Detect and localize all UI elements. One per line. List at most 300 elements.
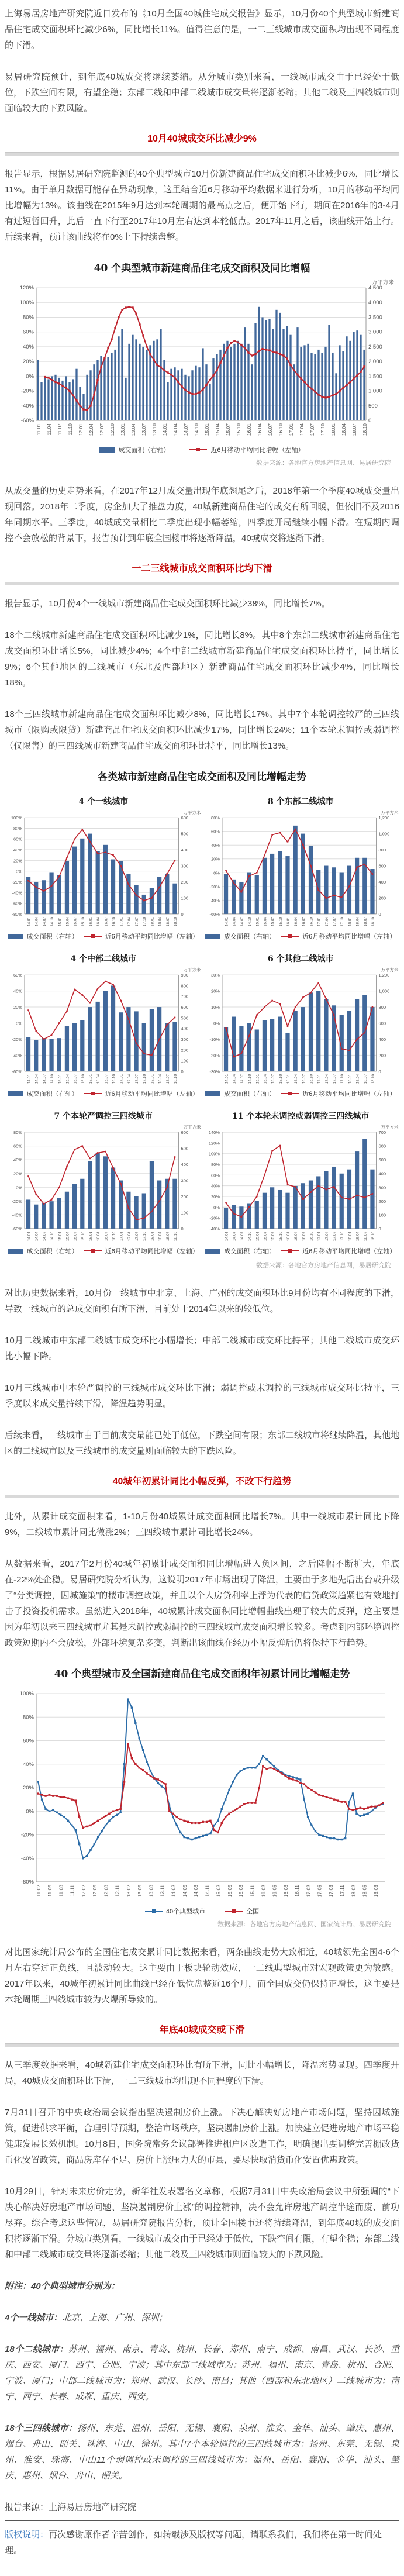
svg-text:-80%: -80% — [12, 911, 22, 917]
svg-text:17.01: 17.01 — [317, 1231, 322, 1242]
paragraph: 10月三线城市中本轮严调控的三线城市成交环比下滑；弱调控或未调控的三线城市成交环比持平，三季度以来成交量持续下滑，降温趋势明显。 — [5, 1383, 399, 1409]
svg-text:15.07: 15.07 — [271, 916, 275, 927]
svg-text:1,200: 1,200 — [378, 815, 389, 821]
svg-text:17.10: 17.10 — [340, 916, 344, 927]
svg-text:16.01: 16.01 — [88, 1074, 93, 1084]
svg-text:14.04: 14.04 — [232, 1231, 237, 1242]
appendix-label: 18个二线城市： — [5, 2344, 68, 2354]
svg-text:15.10: 15.10 — [81, 1231, 85, 1242]
svg-text:18.07: 18.07 — [165, 1231, 170, 1242]
appendix-label: 18个三四线城市： — [5, 2423, 78, 2433]
svg-text:20%: 20% — [22, 358, 34, 365]
svg-text:100%: 100% — [19, 299, 34, 306]
svg-text:800: 800 — [181, 983, 189, 989]
svg-text:15.10: 15.10 — [81, 916, 85, 927]
svg-text:18.10: 18.10 — [371, 916, 375, 927]
legend-label: 成交面积（右轴） — [224, 1091, 276, 1098]
svg-text:20%: 20% — [210, 1194, 220, 1199]
svg-text:17.04: 17.04 — [324, 1074, 329, 1084]
line-swatch-icon — [84, 936, 102, 937]
svg-text:14.07: 14.07 — [240, 1231, 244, 1242]
svg-text:14.01: 14.01 — [225, 1231, 229, 1242]
legend-label: 成交面积（右轴） — [26, 933, 78, 940]
svg-text:20%: 20% — [22, 1785, 34, 1791]
svg-text:万平方米: 万平方米 — [381, 1125, 399, 1130]
svg-text:16.10: 16.10 — [112, 1231, 116, 1242]
svg-text:17.10: 17.10 — [143, 1231, 147, 1242]
svg-text:16.07: 16.07 — [104, 1231, 109, 1242]
copyright-note — [5, 2527, 399, 2558]
svg-text:18.01: 18.01 — [150, 1231, 155, 1242]
chart-grid-title: 各类城市新建商品住宅成交面积及同比增幅走势 — [98, 771, 306, 783]
section-divider — [5, 582, 399, 585]
svg-text:400: 400 — [181, 1162, 189, 1168]
svg-text:11.10: 11.10 — [67, 423, 73, 436]
svg-text:10%: 10% — [210, 1005, 220, 1011]
appendix-text: 扬州、东莞、温州、岳阳、无锡、襄阳、泉州、淮安、金华、汕头、肇庆、惠州、烟台、舟山、韶关、珠海、中山、徐州。其中7个本轮调控的三四线城市为：扬州、东莞、无锡、泉州、淮安、珠海、中山11个弱调控或未调控的三四线城市为：温州、岳阳、襄阳、金华、汕头、肇庆、惠州、烟台、舟山、韶关。 — [5, 2423, 399, 2481]
svg-text:15.04: 15.04 — [263, 916, 267, 927]
svg-text:15.10: 15.10 — [235, 423, 241, 436]
svg-text:120%: 120% — [208, 1140, 220, 1146]
svg-text:13.11: 13.11 — [158, 1885, 165, 1897]
svg-text:16.01: 16.01 — [88, 1231, 93, 1242]
svg-text:3,500: 3,500 — [368, 314, 382, 321]
svg-text:16.07: 16.07 — [104, 1074, 109, 1084]
svg-text:16.04: 16.04 — [293, 1074, 298, 1084]
svg-text:16.08: 16.08 — [282, 1885, 289, 1898]
report-source: 报告来源：上海易居房地产研究院 — [5, 2502, 137, 2512]
svg-text:-20%: -20% — [209, 1053, 220, 1058]
legend-item — [205, 1246, 275, 1256]
svg-text:0: 0 — [378, 1068, 381, 1074]
svg-text:-60%: -60% — [20, 418, 34, 424]
svg-text:0: 0 — [181, 911, 184, 917]
svg-text:15.04: 15.04 — [214, 423, 220, 436]
svg-text:18.01: 18.01 — [347, 1074, 352, 1084]
line-swatch-icon — [84, 1093, 102, 1094]
svg-text:18.10: 18.10 — [371, 1231, 375, 1242]
svg-text:60%: 60% — [13, 973, 22, 978]
legend-item — [281, 1089, 396, 1098]
copyright-label: 版权说明： — [5, 2530, 49, 2540]
copyright-text: 再次感谢原作者辛苦创作，如转载涉及版权等问题，请联系我们，我们将在第一时间处理。 — [5, 2530, 382, 2556]
svg-text:17.01: 17.01 — [317, 1074, 322, 1084]
legend-item — [281, 1246, 396, 1256]
svg-text:14.01: 14.01 — [27, 1074, 32, 1084]
svg-text:15.01: 15.01 — [203, 423, 210, 436]
svg-text:60%: 60% — [22, 1737, 34, 1744]
svg-text:11.05: 11.05 — [46, 1885, 53, 1897]
svg-text:100%: 100% — [19, 1691, 34, 1697]
legend-label: 近6月移动平均同比增幅（左轴） — [105, 1248, 199, 1255]
legend-item — [84, 932, 199, 941]
svg-text:17.01: 17.01 — [119, 1074, 124, 1084]
svg-text:18.02: 18.02 — [350, 1885, 356, 1898]
svg-text:18.04: 18.04 — [340, 423, 347, 436]
svg-text:1,200: 1,200 — [378, 973, 389, 978]
svg-text:12.08: 12.08 — [102, 1885, 109, 1898]
svg-text:-30%: -30% — [209, 1068, 220, 1074]
svg-text:40%: 40% — [22, 343, 34, 350]
svg-text:16.04: 16.04 — [293, 1231, 298, 1242]
svg-text:14.08: 14.08 — [192, 1885, 199, 1898]
svg-text:16.01: 16.01 — [286, 1231, 291, 1242]
svg-text:万平方米: 万平方米 — [371, 280, 394, 286]
svg-text:18.10: 18.10 — [371, 1074, 375, 1084]
svg-text:15.01: 15.01 — [58, 1074, 63, 1084]
svg-text:20%: 20% — [13, 1171, 22, 1177]
svg-text:16.01: 16.01 — [88, 916, 93, 927]
svg-text:16.05: 16.05 — [271, 1885, 278, 1898]
svg-text:-40%: -40% — [12, 890, 22, 896]
svg-text:13.01: 13.01 — [119, 423, 126, 436]
svg-text:200: 200 — [181, 1047, 189, 1053]
chart-other-tier2-cities — [202, 965, 400, 1091]
chart-svg — [5, 1123, 202, 1249]
svg-text:900: 900 — [181, 973, 189, 978]
chart-central-tier2-cities — [5, 965, 202, 1091]
svg-text:600: 600 — [181, 815, 189, 821]
line-swatch-icon — [84, 1250, 102, 1251]
svg-text:17.01: 17.01 — [317, 916, 322, 927]
svg-text:14.07: 14.07 — [42, 916, 47, 927]
svg-text:11.04: 11.04 — [46, 423, 52, 436]
svg-text:4,500: 4,500 — [368, 285, 382, 291]
svg-text:0%: 0% — [25, 1808, 34, 1815]
svg-text:万平方米: 万平方米 — [183, 967, 201, 973]
legend-label: 成交面积（右轴） — [224, 1248, 276, 1255]
section-divider — [5, 152, 399, 156]
svg-text:17.08: 17.08 — [327, 1885, 334, 1898]
svg-text:18.01: 18.01 — [150, 916, 155, 927]
svg-text:14.07: 14.07 — [240, 916, 244, 927]
svg-text:0%: 0% — [16, 1020, 22, 1026]
svg-text:18.04: 18.04 — [158, 1074, 163, 1084]
appendix-text: 苏州、福州、南京、青岛、杭州、长春、郑州、南宁、成都、南昌、武汉、长沙、重庆、西安、厦门、西宁、合肥、宁波；其中东部二线城市为：苏州、福州、南京、青岛、杭州、合肥、宁波、厦门；中部二线城市为：郑州、武汉、长沙、南昌；其他（西部和东北地区）二线城市为：南宁、西宁、长春、成都、重庆、西安。 — [5, 2344, 400, 2402]
svg-text:-20%: -20% — [12, 1036, 22, 1042]
svg-text:-60%: -60% — [12, 1068, 22, 1074]
paragraph: 10月二线城市中东部二线城市成交环比小幅增长；中部二线城市成交环比持平；其他二线城市成交环比小幅下降。 — [5, 1336, 399, 1361]
legend-item — [99, 445, 170, 454]
svg-text:万平方米: 万平方米 — [183, 810, 201, 816]
svg-text:400: 400 — [378, 1036, 386, 1042]
svg-text:18.05: 18.05 — [361, 1885, 368, 1898]
legend-label: 成交面积（右轴） — [26, 1248, 78, 1255]
svg-text:14.02: 14.02 — [170, 1885, 177, 1898]
legend-label: 近6月移动平均同比增幅（左轴） — [302, 1091, 396, 1098]
svg-text:1,000: 1,000 — [378, 831, 389, 837]
svg-text:14.04: 14.04 — [34, 916, 39, 927]
svg-text:20%: 20% — [210, 856, 220, 862]
svg-text:60%: 60% — [210, 1173, 220, 1178]
chart-svg — [202, 808, 400, 934]
chart-grid — [5, 787, 399, 1259]
svg-text:14.10: 14.10 — [247, 916, 252, 927]
svg-text:15.01: 15.01 — [58, 1231, 63, 1242]
svg-text:14.01: 14.01 — [27, 916, 32, 927]
chart-40-cities-block — [5, 261, 399, 454]
svg-text:11.11: 11.11 — [69, 1885, 75, 1897]
svg-text:200: 200 — [378, 895, 386, 901]
svg-text:16.10: 16.10 — [309, 1231, 314, 1242]
svg-text:14.10: 14.10 — [50, 1231, 55, 1242]
svg-text:16.04: 16.04 — [256, 423, 263, 436]
svg-text:15.10: 15.10 — [278, 1231, 283, 1242]
svg-text:500: 500 — [181, 1146, 189, 1151]
svg-text:15.11: 15.11 — [248, 1885, 255, 1897]
svg-text:18.01: 18.01 — [347, 1231, 352, 1242]
section-divider — [5, 2043, 399, 2047]
svg-text:0: 0 — [368, 418, 371, 424]
appendix-tier1-list — [5, 2310, 399, 2326]
legend-item — [205, 932, 275, 941]
chart-legend — [202, 932, 400, 941]
svg-text:17.04: 17.04 — [324, 916, 329, 927]
svg-text:14.01: 14.01 — [225, 916, 229, 927]
svg-text:12.11: 12.11 — [114, 1885, 120, 1897]
svg-text:200: 200 — [378, 1053, 386, 1058]
chart-grid-cell — [5, 944, 202, 1102]
svg-text:18.07: 18.07 — [165, 916, 170, 927]
svg-text:15.10: 15.10 — [81, 1074, 85, 1084]
svg-text:700: 700 — [378, 1130, 386, 1136]
svg-text:100: 100 — [181, 1210, 189, 1216]
svg-text:16.01: 16.01 — [286, 1074, 291, 1084]
svg-text:0: 0 — [378, 1226, 381, 1232]
line-swatch-icon — [189, 449, 207, 450]
svg-text:-10%: -10% — [209, 1036, 220, 1042]
svg-text:600: 600 — [378, 1020, 386, 1026]
chart-title: 11 个本轮未调控或弱调控三四线城市 — [232, 1112, 370, 1121]
svg-text:14.04: 14.04 — [34, 1231, 39, 1242]
svg-text:15.07: 15.07 — [73, 1231, 78, 1242]
svg-text:17.10: 17.10 — [340, 1074, 344, 1084]
bar-swatch-icon — [99, 447, 115, 453]
bar-swatch-icon — [8, 1091, 23, 1096]
appendix-tier34-list — [5, 2420, 399, 2484]
svg-text:4,000: 4,000 — [368, 299, 382, 306]
svg-text:16.04: 16.04 — [96, 1074, 101, 1084]
svg-text:800: 800 — [378, 1005, 386, 1011]
svg-text:40%: 40% — [13, 847, 22, 853]
svg-text:14.01: 14.01 — [27, 1231, 32, 1242]
svg-text:300: 300 — [181, 863, 189, 869]
svg-text:700: 700 — [181, 994, 189, 999]
chart-legend — [5, 932, 202, 941]
svg-text:0%: 0% — [25, 373, 34, 380]
svg-text:18.10: 18.10 — [173, 916, 178, 927]
svg-text:15.08: 15.08 — [237, 1885, 244, 1898]
svg-text:16.10: 16.10 — [277, 423, 284, 436]
svg-text:17.01: 17.01 — [288, 423, 294, 436]
svg-text:-60%: -60% — [20, 1879, 34, 1885]
chart-grid-cell — [5, 787, 202, 944]
svg-text:14.04: 14.04 — [232, 1074, 237, 1084]
paragraph: 从成交量的历史走势来看，在2017年12月成交量出现年底翘尾之后，2018年第一个季度40城成交量出现回落。2018年二季度，房企加大了推盘力度，40城新建商品住宅的成交有所回暖，但依旧不及2016年同期水平。三季度，40城成交量相比二季度出现小幅萎缩，四季度开局继续小幅下滑。在短期内调控不会放松的背景下，报告预计到年底全国楼市将逐渐降温，40城成交将逐渐下滑。 — [5, 486, 399, 543]
svg-text:400: 400 — [181, 847, 189, 853]
svg-text:17.05: 17.05 — [316, 1885, 323, 1898]
svg-text:0%: 0% — [16, 868, 22, 874]
legend-label: 40个典型城市 — [165, 1908, 206, 1915]
section-heading-1: 10月40城成交环比减少9% — [147, 134, 257, 144]
appendix-text: 北京、上海、广州、深圳； — [62, 2313, 168, 2323]
svg-text:400: 400 — [378, 1171, 386, 1177]
chart-regulated-tier34-cities — [5, 1123, 202, 1249]
svg-text:80%: 80% — [13, 1130, 22, 1136]
svg-text:14.04: 14.04 — [232, 916, 237, 927]
svg-text:-20%: -20% — [209, 884, 220, 889]
source-note: 数据来源：各地官方房地产信息网、国家统计局、易居研究院 — [217, 1920, 391, 1928]
chart-svg — [9, 1684, 395, 1906]
bar-swatch-icon — [8, 934, 23, 939]
svg-text:18.07: 18.07 — [165, 1074, 170, 1084]
chart-svg — [5, 808, 202, 934]
svg-text:200: 200 — [181, 1194, 189, 1199]
paragraph: 10月29日，针对未来房价走势，新华社发表署名文章称，根据7月31日中央政治局会议中所强调的“下决心解决好房地产市场问题、坚决遏制房价上涨”的调控精神，决不会允许房地产调控半途而废、前功尽弃。综合考虑这些情况，易居研究院报告分析，预计全国楼市还将持续降温，到年底40城的成交面积将逐渐下滑。分城市类别看，一线城市成交由于已经处于低位，下跌空间有限，有望企稳；东部二线和中部二线城市成交量将逐渐萎缩；其他二线及三四线城市则面临较大的下跌风险。 — [5, 2187, 400, 2260]
svg-text:-20%: -20% — [12, 1198, 22, 1204]
svg-text:16.07: 16.07 — [301, 916, 306, 927]
svg-text:17.10: 17.10 — [143, 916, 147, 927]
svg-text:15.07: 15.07 — [73, 916, 78, 927]
svg-text:500: 500 — [181, 831, 189, 837]
svg-text:11.02: 11.02 — [35, 1885, 42, 1897]
svg-text:17.07: 17.07 — [332, 1231, 337, 1242]
svg-text:14.01: 14.01 — [161, 423, 168, 436]
svg-text:15.07: 15.07 — [271, 1074, 275, 1084]
svg-text:18.04: 18.04 — [355, 916, 360, 927]
svg-text:-40%: -40% — [12, 1053, 22, 1058]
svg-text:万平方米: 万平方米 — [183, 1125, 201, 1130]
svg-text:18.07: 18.07 — [363, 916, 368, 927]
chart-title: 4 个中部二线城市 — [70, 954, 137, 964]
svg-text:15.01: 15.01 — [255, 1074, 260, 1084]
svg-text:600: 600 — [378, 1143, 386, 1149]
svg-text:-40%: -40% — [12, 1212, 22, 1218]
svg-text:15.05: 15.05 — [226, 1885, 233, 1898]
chart-svg — [202, 1123, 400, 1249]
chart-cumulative-block — [5, 1667, 399, 1916]
paragraph: 报告显示，根据易居研究院监测的40个典型城市10月份新建商品住宅成交面积环比减少6%，同比增长11%。由于单月数据可能存在异动现象，这里结合近6月移动平均数据来进行分析，10月的移动平均同比增幅为13%。该曲线在2015年9月达到本轮周期的最高点之后，便开始下行，期间在2016年的3-4月有过短暂回升，此后一直下行至2017年10月左右达到本轮低点。2017年11月之后，该曲线开始上行。后续来看，预计该曲线将在0%上下持续盘整。 — [5, 169, 399, 242]
svg-text:17.07: 17.07 — [135, 1074, 140, 1084]
svg-text:18.10: 18.10 — [173, 1231, 178, 1242]
svg-text:0%: 0% — [16, 1185, 22, 1191]
svg-text:16.10: 16.10 — [309, 1074, 314, 1084]
paragraph: 此外，从累计成交面积来看，1-10月份40城累计成交面积同比增长7%。其中一线城市累计同比下降9%，二线城市累计同比微涨2%；三四线城市累计同比增长24%。 — [5, 1512, 399, 1537]
svg-text:2,000: 2,000 — [368, 358, 382, 365]
intro-paragraph-1: 上海易居房地产研究院近日发布的《10月全国40城住宅成交报告》显示，10月份40个典型城市新建商品住宅成交面积环比减少6%，同比增长11%。值得注意的是，一二三线城市成交面积均出现不同程度的下滑。 — [5, 9, 399, 50]
svg-text:14.07: 14.07 — [240, 1074, 244, 1084]
svg-text:11.01: 11.01 — [35, 423, 42, 436]
svg-text:14.05: 14.05 — [181, 1885, 188, 1898]
section-heading-3: 40城年初累计同比小幅反弹，不改下行趋势 — [112, 1477, 292, 1487]
svg-text:16.04: 16.04 — [96, 1231, 101, 1242]
bar-swatch-icon — [205, 1091, 220, 1096]
legend-item — [8, 932, 78, 941]
svg-text:16.04: 16.04 — [293, 916, 298, 927]
appendix-title-text: 附注：40个典型城市分别为： — [5, 2281, 120, 2291]
legend-item — [84, 1246, 199, 1256]
svg-text:-60%: -60% — [209, 911, 220, 917]
svg-text:300: 300 — [181, 1036, 189, 1042]
svg-text:40%: 40% — [13, 988, 22, 994]
svg-text:13.02: 13.02 — [125, 1885, 132, 1898]
legend-item — [189, 445, 304, 454]
svg-text:600: 600 — [378, 863, 386, 869]
svg-text:14.04: 14.04 — [34, 1074, 39, 1084]
svg-text:17.04: 17.04 — [298, 423, 305, 436]
svg-text:800: 800 — [378, 847, 386, 853]
svg-text:14.01: 14.01 — [225, 1074, 229, 1084]
chart-unregulated-tier34-cities — [202, 1123, 400, 1249]
svg-text:40%: 40% — [210, 843, 220, 849]
svg-text:15.04: 15.04 — [65, 1074, 70, 1084]
svg-text:16.10: 16.10 — [309, 916, 314, 927]
legend-item — [281, 932, 396, 941]
chart-title: 6 个其他二线城市 — [267, 954, 334, 964]
svg-text:15.04: 15.04 — [263, 1231, 267, 1242]
svg-text:15.10: 15.10 — [278, 916, 283, 927]
svg-text:14.10: 14.10 — [247, 1074, 252, 1084]
svg-text:万平方米: 万平方米 — [381, 967, 399, 973]
line-swatch-icon — [281, 1093, 299, 1094]
section-heading-4: 年底40城成交或下滑 — [159, 2025, 245, 2035]
chart-title: 7 个本轮严调控三四线城市 — [54, 1112, 153, 1121]
svg-text:100%: 100% — [208, 1151, 220, 1157]
svg-text:15.01: 15.01 — [58, 916, 63, 927]
svg-text:20%: 20% — [13, 858, 22, 864]
line-swatch-icon — [281, 1250, 299, 1251]
svg-text:200: 200 — [378, 1198, 386, 1204]
svg-text:万平方米: 万平方米 — [381, 810, 399, 816]
svg-text:60%: 60% — [22, 329, 34, 336]
paragraph: 18个三四线城市新建商品住宅成交面积环比减少8%，同比增长17%。其中7个本轮调控较严的三四线城市（限购或限贷）新建商品住宅成交面积环比减少17%，同比增长24%；11个本轮未调控或弱调控（仅限售）的三四线城市新建商品住宅成交面积环比持平，同比增长13%。 — [5, 709, 399, 751]
svg-text:2,500: 2,500 — [368, 343, 382, 350]
svg-text:40%: 40% — [22, 1761, 34, 1768]
paragraph: 从数据来看，2017年2月份40城年初累计成交面积同比增幅进入负区间，之后降幅不断扩大，年底在-22%处企稳。易居研究院分析认为，这说明2017年市场出现了降温，主要由于多地先后出台或升级了“分类调控，因城施策”的楼市调控政策，并且以个人房贷利率上浮为代表的信贷政策趋紧也有效地打击了投资投机需求。虽然进入2018年，40城累计成交面积同比增幅曲线出现了较大的反弹，这主要是因为年初以来三四线城市尤其是未调控或弱调控的三四线城市成交面积增长较多。考虑到内部环境调控政策短期内不会放松，外部环境复杂多变，判断出该曲线在经历小幅反弹后仍将保持下行趋势。 — [5, 1559, 400, 1648]
chart-legend — [202, 1246, 400, 1256]
section-heading-2: 一二三线城市成交面积环比均下滑 — [132, 564, 272, 574]
legend-item — [145, 1906, 205, 1916]
paragraph: 后续来看，一线城市由于目前成交量能已处于低位，下跌空间有限；东部二线城市将继续降温，其他地区的二线城市以及三线城市的成交量则面临较大的下跌风险。 — [5, 1430, 400, 1456]
legend-item — [8, 1246, 78, 1256]
svg-text:80%: 80% — [210, 815, 220, 821]
bar-swatch-icon — [205, 934, 220, 939]
chart-grid-cell — [202, 1102, 400, 1259]
chart-legend — [5, 445, 399, 454]
chart-legend — [5, 1246, 202, 1256]
svg-text:16.02: 16.02 — [260, 1885, 267, 1898]
svg-text:18.01: 18.01 — [347, 916, 352, 927]
svg-text:80%: 80% — [210, 1162, 220, 1168]
svg-text:17.07: 17.07 — [332, 1074, 337, 1084]
svg-text:18.08: 18.08 — [372, 1885, 379, 1898]
svg-text:18.07: 18.07 — [363, 1074, 368, 1084]
svg-text:14.10: 14.10 — [247, 1231, 252, 1242]
line-swatch-icon — [281, 936, 299, 937]
svg-text:0%: 0% — [213, 1205, 220, 1211]
svg-text:400: 400 — [378, 879, 386, 885]
svg-text:14.10: 14.10 — [50, 1074, 55, 1084]
svg-text:600: 600 — [181, 1005, 189, 1011]
svg-text:-20%: -20% — [20, 388, 34, 395]
svg-text:14.11: 14.11 — [203, 1885, 210, 1897]
svg-text:14.07: 14.07 — [182, 423, 189, 436]
svg-text:100: 100 — [181, 1058, 189, 1064]
svg-text:18.10: 18.10 — [173, 1074, 178, 1084]
svg-text:17.04: 17.04 — [127, 1231, 132, 1242]
svg-text:17.01: 17.01 — [119, 1231, 124, 1242]
svg-text:17.07: 17.07 — [135, 1231, 140, 1242]
